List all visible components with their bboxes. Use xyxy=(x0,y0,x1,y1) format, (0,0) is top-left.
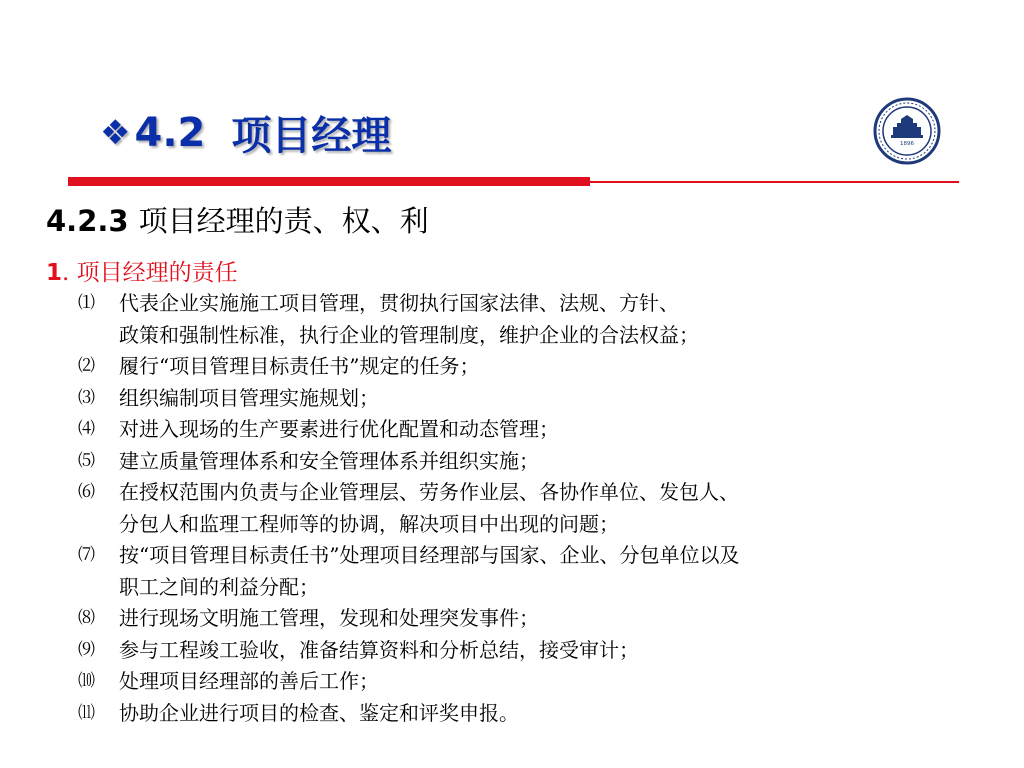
list-item-text: 协助企业进行项目的检查、鉴定和评奖申报。 xyxy=(119,700,519,725)
list-item xyxy=(78,383,1018,415)
title-underline-thick xyxy=(68,177,590,186)
responsibility-list xyxy=(78,288,1018,729)
list-marker: ⑹ xyxy=(78,482,95,502)
title-number: 4.2 xyxy=(134,109,206,156)
list-marker: ⑺ xyxy=(78,545,95,565)
list-item xyxy=(78,351,1018,383)
list-item-text: 进行现场文明施工管理，发现和处理突发事件； xyxy=(119,606,539,630)
section-text: 项目经理的责、权、利 xyxy=(138,204,429,238)
list-item xyxy=(78,666,1018,698)
section-number: 4.2.3 xyxy=(46,204,129,238)
list-marker: ⑵ xyxy=(78,356,95,376)
seal-year: 1896 xyxy=(900,141,914,147)
list-item-text: 按“项目管理目标责任书”处理项目经理部与国家、企业、分包单位以及 职工之间的利益分配； xyxy=(119,543,740,599)
subsection-text: 项目经理的责任 xyxy=(76,260,238,286)
list-item xyxy=(78,635,1018,667)
list-item-text: 处理项目经理部的善后工作； xyxy=(119,669,379,693)
list-item xyxy=(78,540,1018,603)
list-item-text: 组织编制项目管理实施规划； xyxy=(119,385,379,410)
list-item xyxy=(78,477,1018,540)
diamond-bullet-icon: ❖ xyxy=(100,112,131,153)
slide-title xyxy=(100,104,391,161)
list-marker: ⑽ xyxy=(78,671,95,691)
list-marker: ⑷ xyxy=(78,419,95,439)
list-item-text: 建立质量管理体系和安全管理体系并组织实施； xyxy=(119,448,539,473)
list-marker: ⑾ xyxy=(78,702,95,723)
list-item-text: 对进入现场的生产要素进行优化配置和动态管理； xyxy=(119,417,559,441)
title-underline-thin xyxy=(590,181,959,183)
list-marker: ⑸ xyxy=(78,450,95,471)
list-item xyxy=(78,698,1018,730)
list-item-text: 代表企业实施施工项目管理，贯彻执行国家法律、法规、方针、 政策和强制性标准，执行企业的管理制度，维护企业的合法权益； xyxy=(119,291,699,347)
list-item-text: 在授权范围内负责与企业管理层、劳务作业层、各协作单位、发包人、 分包人和监理工程师等的协调，解决项目中出现的问题； xyxy=(119,480,739,536)
title-text: 项目经理 xyxy=(231,113,392,159)
list-item xyxy=(78,446,1018,478)
subsection-number: 1 xyxy=(46,260,63,286)
section-heading xyxy=(46,199,429,240)
list-item-text: 参与工程竣工验收，准备结算资料和分析总结，接受审计； xyxy=(119,637,639,662)
list-item xyxy=(78,288,1018,351)
list-marker: ⑼ xyxy=(78,639,95,660)
university-seal-icon xyxy=(873,97,941,165)
list-marker: ⑶ xyxy=(78,387,95,408)
list-item xyxy=(78,603,1018,635)
subsection-separator: . xyxy=(62,260,70,286)
list-marker: ⑴ xyxy=(78,293,95,313)
list-item xyxy=(78,414,1018,446)
subsection-heading xyxy=(46,254,238,287)
list-item-text: 履行“项目管理目标责任书”规定的任务； xyxy=(119,354,480,378)
list-marker: ⑻ xyxy=(78,608,95,628)
